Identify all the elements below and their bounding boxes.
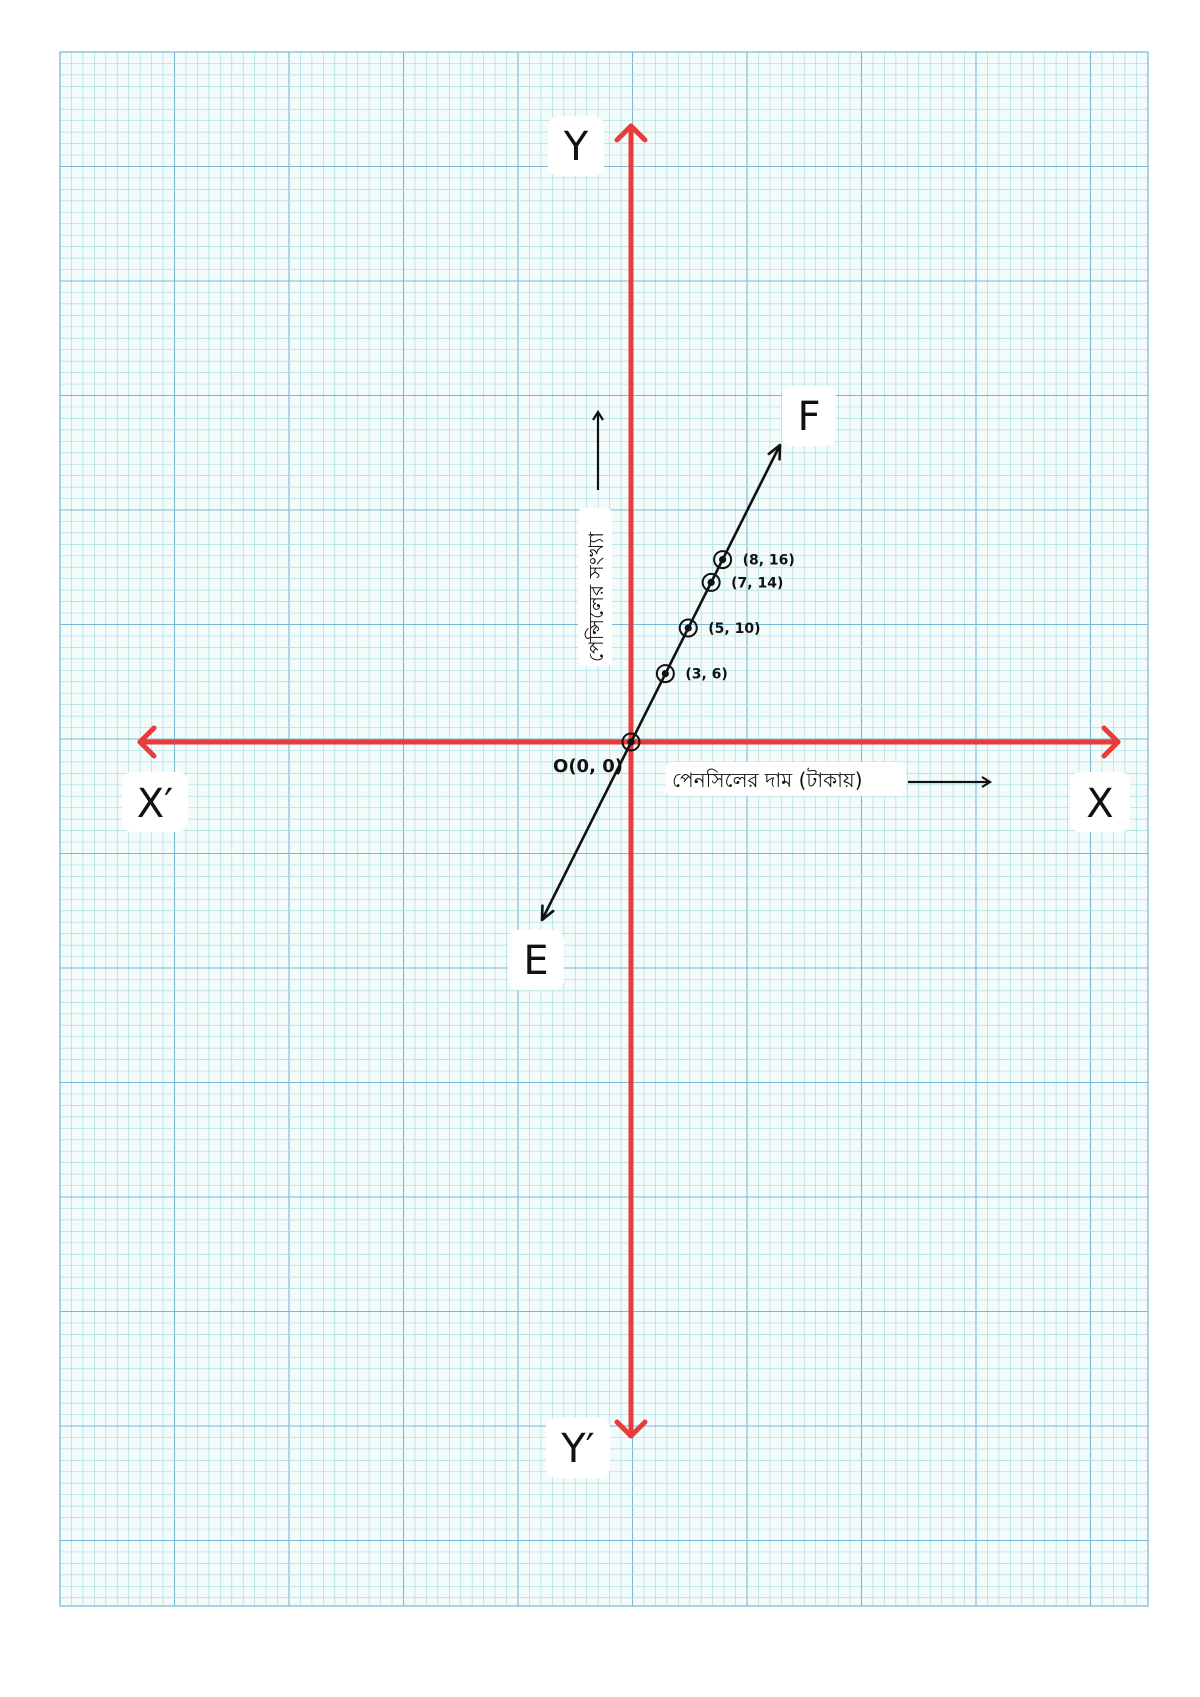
axis-letter-y-text: Y xyxy=(563,124,589,170)
data-point xyxy=(685,624,692,631)
line-end-label-f xyxy=(782,386,836,446)
axis-letter-y-neg-text: Y′ xyxy=(561,1426,595,1472)
graph-paper-background xyxy=(60,52,1148,1606)
axis-letter-x xyxy=(1070,772,1130,832)
line-end-label-e xyxy=(508,930,564,990)
data-point xyxy=(719,556,726,563)
data-point-label: (3, 6) xyxy=(685,666,728,683)
axis-letter-y xyxy=(548,116,604,176)
y-axis-title: পেন্সিলের সংখ্যা xyxy=(584,532,608,662)
data-point xyxy=(662,670,669,677)
data-point xyxy=(708,579,715,586)
axis-letter-x-neg-text: X′ xyxy=(136,781,174,827)
axis-letter-y-neg xyxy=(546,1418,610,1478)
axis-letter-x-text: X xyxy=(1086,781,1114,827)
data-point-label: (7, 14) xyxy=(731,575,784,592)
line-end-label-f-text: F xyxy=(797,394,821,440)
data-point xyxy=(627,738,634,745)
data-point-label: (5, 10) xyxy=(708,621,761,637)
axis-letter-x-neg xyxy=(122,772,188,832)
x-axis-title: পেনসিলের দাম (টাকায়) xyxy=(672,768,863,792)
data-point-label: (8, 16) xyxy=(742,552,795,569)
line-end-label-e-text: E xyxy=(523,938,549,984)
grid xyxy=(60,52,1148,1606)
origin-label: O(0, 0) xyxy=(553,756,623,777)
